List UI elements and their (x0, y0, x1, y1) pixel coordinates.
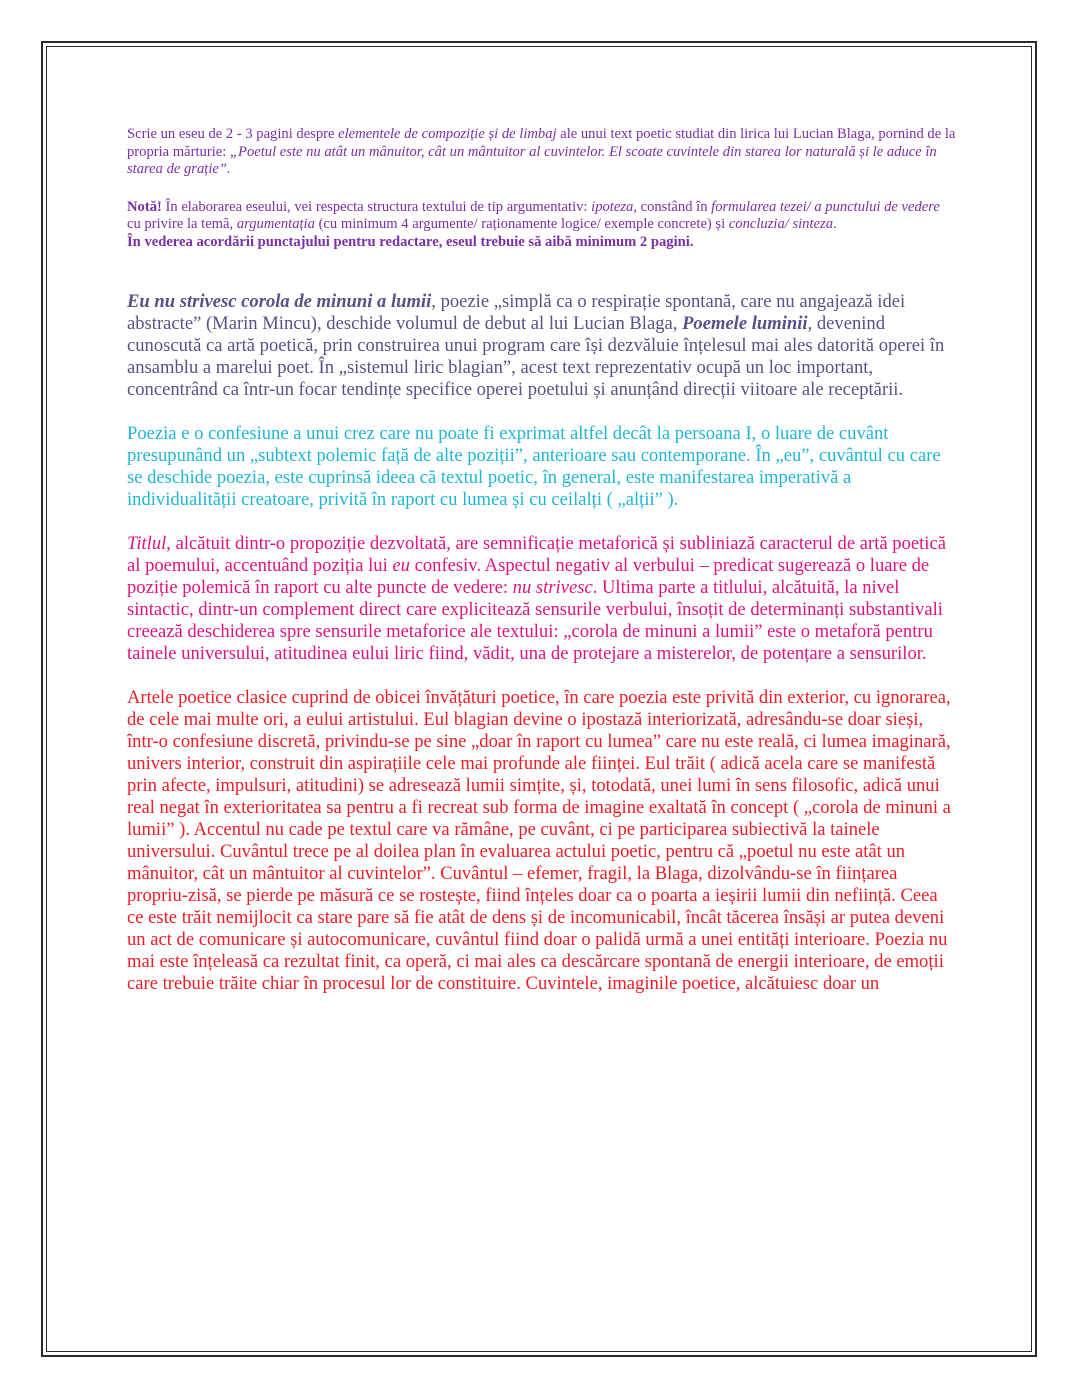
essay-body (127, 291, 957, 995)
note-label: Notă! (127, 198, 162, 215)
task-statement (127, 126, 957, 251)
task-note: Notă! În elaborarea eseului, vei respecta structura textului de tip argumentativ: ipoteza, constând în formularea tezei/ a punctului de vedere cu privire la temă, argumentația (cu minimum 4 argumente/ raționamente logice/ exemple concrete) și concluzia/ sinteza. (127, 198, 940, 232)
poem-title: Eu nu strivesc corola de minuni a lumii (127, 291, 432, 312)
essay-paragraph-1: Eu nu strivesc corola de minuni a lumii, poezie „simplă ca o respirație spontană, care nu angajează idei abstracte” (Marin Mincu), deschide volumul de debut al lui Lucian Blaga, Poemele luminii, devenind cunoscută ca artă poetică, prin construirea unui program care își dezvăluie înțelesul mai ales datorită operei în ansamblu a marelui poet. În „sistemul liric blagian”, acest text reprezentativ ocupă un loc important, concentrând ca într-un focar tendințe specifice operei poetului și anunțând direcții viitoare ale receptării. (127, 291, 945, 400)
document-content (127, 126, 957, 1017)
essay-paragraph-3: Titlul, alcătuit dintr-o propoziție dezvoltată, are semnificație metaforică și subliniază caracterul de artă poetică al poemului, accentuând poziția lui eu confesiv. Aspectul negativ al verbului – predicat sugerează o luare de poziție polemică în raport cu alte puncte de vedere: nu strivesc. Ultima parte a titlului, alcătuită, la nivel sintactic, dintr-un complement direct care explicitează sensurile verbului, însoțit de determinanți substantivali creează deschiderea spre sensurile metaforice ale textului: „corola de minuni a lumii” este o metaforă pentru tainele universului, atitudinea eului liric fiind, vădit, una de protejare a misterelor, de potențare a sensurilor. (127, 533, 946, 664)
task-quote: „Poetul este nu atât un mânuitor, cât un mântuitor al cuvintelor. El scoate cuvintele din starea lor naturală și le aduce în starea de grație”. (127, 143, 937, 177)
essay-paragraph-4: Artele poetice clasice cuprind de obicei învățături poetice, în care poezia este privită din exterior, cu ignorarea, de cele mai multe ori, a eului artistului. Eul blagian devine o ipostază interiorizată, adresându-se doar sieși, într-o confesiune discretă, privindu-se pe sine „doar în raport cu lumea” care nu este reală, ci lumea imaginară, univers interior, construit din aspirațiile cele mai profunde ale ființei. Eul trăit ( adică acela care se manifestă prin afecte, impulsuri, atitudini) se adresează lumii simțite, și, totodată, unei lumi în sens filosofic, adică unui real negat în exterioritatea sa pentru a fi recreat sub forma de imagine exaltată în concept ( „corola de minuni a lumii” ). Accentul nu cade pe textul care va rămâne, pe cuvânt, ci pe participarea subiectivă la tainele universului. Cuvântul trece pe al doilea plan în evaluarea actului poetic, pentru că „poetul nu este atât un mânuitor, cât un mântuitor al cuvintelor”. Cuvântul – efemer, fragil, la Blaga, dizolvându-se în ființarea propriu-zisă, se pierde pe măsură ce se rostește, fiind înțeles doar ca o poarta a ieșirii lumii din neființă. Ceea ce este trăit nemijlocit ca stare pare să fie atât de dens și de incomunicabil, încât tăcerea însăși ar putea deveni un act de comunicare și autocomunicare, cuvântul fiind doar o palidă urmă a unei entități interioare. Poezia nu mai este înțeleasă ca rezultat finit, ca operă, ci mai ales ca descărcare spontană de energii interioare, de emoții care trebuie trăite chiar în procesul lor de constituire. Cuvintele, imaginile poetice, alcătuiesc doar un (127, 687, 951, 994)
task-instructions: Scrie un eseu de 2 - 3 pagini despre elementele de compoziție și de limbaj ale unui text poetic studiat din lirica lui Lucian Blaga, pornind de la propria mărturie: „Poetul este nu atât un mânuitor, cât un mântuitor al cuvintelor. El scoate cuvintele din starea lor naturală și le aduce în starea de grație”. (127, 126, 956, 177)
volume-title: Poemele luminii (682, 313, 808, 334)
task-requirement: În vederea acordării punctajului pentru redactare, eseul trebuie să aibă minimum 2 pagini. (127, 233, 694, 250)
essay-paragraph-2: Poezia e o confesiune a unui crez care nu poate fi exprimat altfel decât la persoana I, o luare de cuvânt presupunând un „subtext polemic față de alte poziții”, anterioare sau contemporane. În „eu”, cuvântul cu care se deschide poezia, este cuprinsă ideea că textul poetic, în general, este manifestarea imperativă a individualității creatoare, privită în raport cu lumea și cu ceilalți ( „alții” ). (127, 423, 941, 510)
